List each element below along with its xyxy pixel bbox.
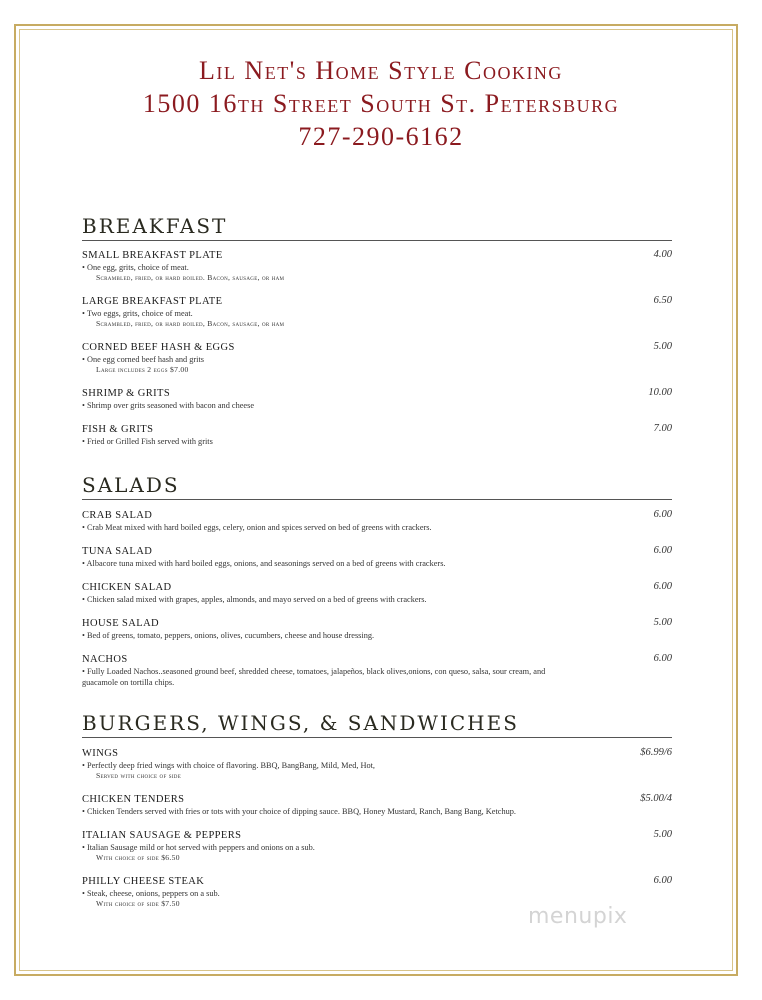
item-name: TUNA SALAD	[82, 546, 153, 557]
item-name: ITALIAN SAUSAGE & PEPPERS	[82, 830, 242, 841]
restaurant-address: 1500 16th Street South St. Petersburg	[142, 89, 620, 118]
item-price: 6.00	[653, 545, 672, 556]
item-description: • Chicken salad mixed with grapes, apples, almonds, and mayo served on a bed of greens with crackers.	[82, 595, 427, 604]
item-price: 10.00	[648, 387, 672, 398]
item-name: WINGS	[82, 748, 119, 759]
item-description: • Perfectly deep fried wings with choice of flavoring. BBQ, BangBang, Mild, Med, Hot,	[82, 761, 376, 770]
menu-item	[82, 387, 672, 411]
item-name: PHILLY CHEESE STEAK	[82, 876, 205, 887]
item-price: 6.50	[653, 295, 672, 306]
item-description: • Albacore tuna mixed with hard boiled eggs, onions, and seasonings served on a bed of greens with crackers.	[82, 559, 446, 568]
item-description: • Crab Meat mixed with hard boiled eggs, celery, onion and spices served on bed of greens with crackers.	[82, 523, 432, 532]
item-description: • Two eggs, grits, choice of meat.	[82, 309, 193, 318]
item-note: Large includes 2 eggs $7.00	[96, 365, 189, 374]
item-price: 6.00	[653, 653, 672, 664]
item-description: • Bed of greens, tomato, peppers, onions, olives, cucumbers, cheese and house dressing.	[82, 631, 375, 640]
item-note: Scrambled, fried, or hard boiled. Bacon, sausage, or ham	[96, 273, 285, 282]
section-title: BREAKFAST	[82, 214, 672, 241]
menu-item	[82, 747, 672, 781]
item-name: CHICKEN TENDERS	[82, 794, 185, 805]
menu-item	[82, 509, 672, 533]
item-price: 6.00	[653, 875, 672, 886]
item-description: • Fully Loaded Nachos..seasoned ground beef, shredded cheese, tomatoes, jalapeños, black olives,onions, con queso, salsa, sour cream, and guacamole on tortilla chips.	[82, 667, 546, 687]
menu-item	[82, 545, 672, 569]
item-name: CRAB SALAD	[82, 510, 153, 521]
menu-item	[82, 653, 672, 688]
item-name: LARGE BREAKFAST PLATE	[82, 296, 223, 307]
menu-item	[82, 581, 672, 605]
section-title: BURGERS, WINGS, & SANDWICHES	[82, 711, 672, 738]
item-price: 6.00	[653, 581, 672, 592]
section-salads	[82, 473, 672, 688]
item-price: 7.00	[653, 423, 672, 434]
item-description: • Steak, cheese, onions, peppers on a sub.	[82, 889, 220, 898]
item-description: • One egg corned beef hash and grits	[82, 355, 205, 364]
menu-item	[82, 249, 672, 283]
item-name: SMALL BREAKFAST PLATE	[82, 250, 223, 261]
section-burgers-wings-sandwiches	[82, 711, 672, 909]
menu-item	[82, 793, 672, 817]
restaurant-header	[0, 54, 762, 153]
item-note: Served with choice of side	[96, 771, 182, 780]
item-description: • Shrimp over grits seasoned with bacon and cheese	[82, 401, 255, 410]
item-name: CHICKEN SALAD	[82, 582, 172, 593]
menu-item	[82, 423, 672, 447]
item-name: FISH & GRITS	[82, 424, 154, 435]
item-price: $6.99/6	[640, 747, 672, 758]
restaurant-phone: 727-290-6162	[298, 122, 464, 151]
item-description: • Chicken Tenders served with fries or tots with your choice of dipping sauce. BBQ, Honey Mustard, Ranch, Bang Bang, Ketchup.	[82, 807, 516, 816]
item-name: NACHOS	[82, 654, 128, 665]
item-price: 6.00	[653, 509, 672, 520]
item-name: SHRIMP & GRITS	[82, 388, 171, 399]
section-title: SALADS	[82, 473, 672, 500]
menu-item	[82, 829, 672, 863]
item-description: • Fried or Grilled Fish served with grits	[82, 437, 213, 446]
item-name: CORNED BEEF HASH & EGGS	[82, 342, 235, 353]
menu-item	[82, 295, 672, 329]
item-description: • One egg, grits, choice of meat.	[82, 263, 189, 272]
item-name: HOUSE SALAD	[82, 618, 160, 629]
restaurant-name: Lil Net's Home Style Cooking	[199, 56, 563, 85]
menu-item	[82, 617, 672, 641]
item-price: $5.00/4	[640, 793, 672, 804]
item-price: 5.00	[653, 829, 672, 840]
item-note: With choice of side $6.50	[96, 853, 180, 862]
item-description: • Italian Sausage mild or hot served with peppers and onions on a sub.	[82, 843, 315, 852]
item-note: With choice of side $7.50	[96, 899, 180, 908]
item-price: 5.00	[653, 341, 672, 352]
menu-item	[82, 341, 672, 375]
section-breakfast	[82, 214, 672, 447]
item-note: Scrambled, fried, or hard boiled, Bacon, sausage, or ham	[96, 319, 285, 328]
item-price: 4.00	[653, 249, 672, 260]
item-price: 5.00	[653, 617, 672, 628]
menupix-watermark: menupix	[528, 904, 628, 929]
